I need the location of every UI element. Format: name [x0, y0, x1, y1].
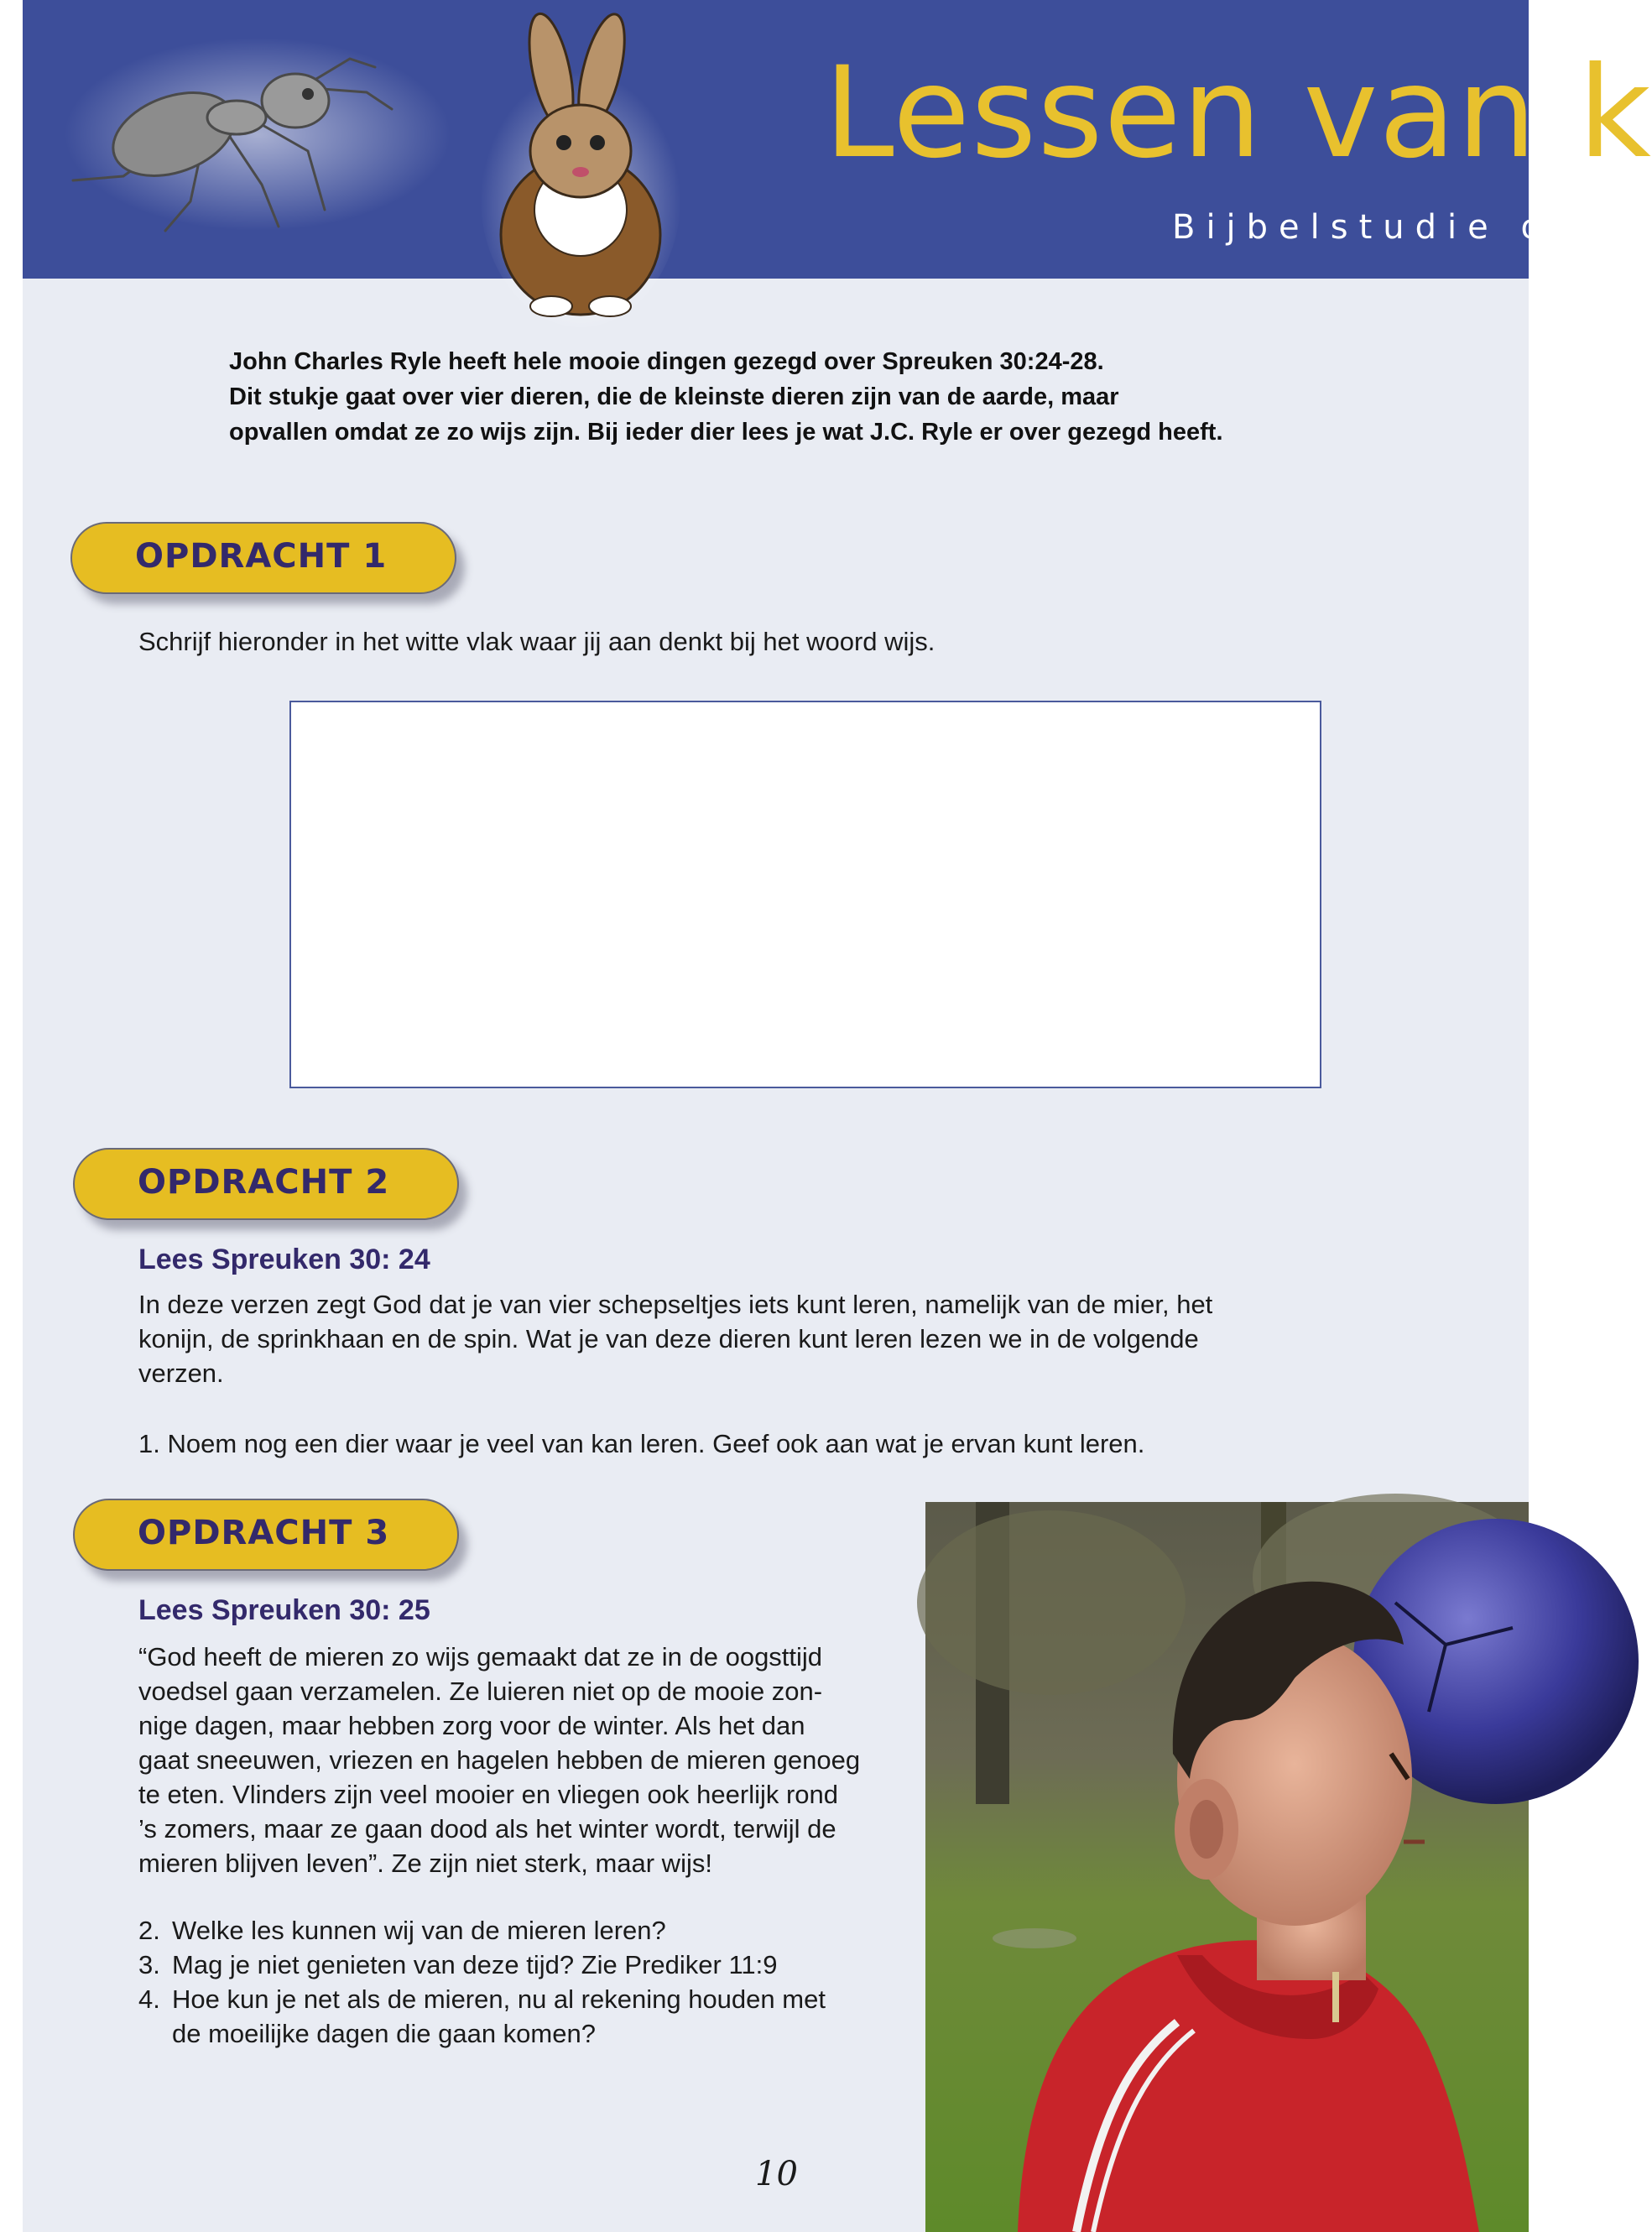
assignment-3-label: OPDRACHT 3	[138, 1514, 390, 1552]
intro-line: opvallen omdat ze zo wijs zijn. Bij ieder dier lees je wat J.C. Ryle er over gezegd heeft.	[229, 419, 1223, 446]
text-line: ’s zomers, maar ze gaan dood als het winter wordt, terwijl de	[138, 1814, 836, 1843]
intro-line: John Charles Ryle heeft hele mooie dingen gezegd over Spreuken 30:24-28.	[229, 348, 1104, 375]
answer-box[interactable]	[289, 701, 1321, 1088]
assignment-2-badge	[73, 1148, 459, 1220]
question-number: 4.	[138, 1984, 160, 2014]
text-line: konijn, de sprinkhaan en de spin. Wat je van deze dieren kunt leren lezen we in de volgende	[138, 1324, 1199, 1353]
intro-line: Dit stukje gaat over vier dieren, die de kleinste dieren zijn van de aarde, maar	[229, 383, 1119, 410]
boy-heading-ball-photo	[925, 1502, 1529, 2232]
assignment-2-question	[138, 1426, 1144, 1461]
text-line: gaat sneeuwen, vriezen en hagelen hebben de mieren genoeg	[138, 1745, 861, 1775]
text-line: In deze verzen zegt God dat je van vier schepseltjes iets kunt leren, namelijk van de mier, het	[138, 1290, 1213, 1319]
text-line: nige dagen, maar hebben zorg voor de winter. Als het dan	[138, 1711, 805, 1740]
question-number: 3.	[138, 1950, 160, 1979]
text-line: “God heeft de mieren zo wijs gemaakt dat ze in de oogsttijd	[138, 1642, 823, 1671]
assignment-1-badge	[70, 522, 456, 594]
assignment-2-text	[138, 1287, 1212, 1390]
page-subtitle: Bijbelstudie ov	[1172, 208, 1583, 247]
assignment-1-instruction	[138, 624, 935, 659]
header-band	[23, 0, 1652, 279]
rabbit-illustration	[480, 8, 681, 327]
assignment-1-label: OPDRACHT 1	[135, 537, 388, 576]
text-line: verzen.	[138, 1358, 224, 1388]
text-line: mieren blijven leven”. Ze zijn niet sterk, maar wijs!	[138, 1849, 712, 1878]
text-line: te eten. Vlinders zijn veel mooier en vliegen ook heerlijk rond	[138, 1780, 839, 1809]
question-text: Welke les kunnen wij van de mieren leren?	[172, 1916, 666, 1945]
assignment-3-badge	[73, 1499, 459, 1571]
ant-illustration	[56, 34, 459, 243]
question-number: 2.	[138, 1916, 160, 1945]
page-title: Lessen van k	[824, 40, 1652, 186]
question-text: 1. Noem nog een dier waar je veel van kan leren. Geef ook aan wat je ervan kunt leren.	[138, 1429, 1145, 1458]
instruction-text: Schrijf hieronder in het witte vlak waar jij aan denkt bij het woord wijs.	[138, 627, 935, 656]
assignment-3-reading: Lees Spreuken 30: 25	[138, 1594, 430, 1626]
assignment-3-quote	[138, 1640, 860, 1880]
page-number: 10	[755, 2155, 798, 2193]
question-text: de moeilijke dagen die gaan komen?	[172, 2019, 596, 2048]
text-line: voedsel gaan verzamelen. Ze luieren niet op de mooie zon-	[138, 1677, 823, 1706]
worksheet-page	[23, 0, 1652, 2232]
question-text: Hoe kun je net als de mieren, nu al rekening houden met	[172, 1984, 826, 2014]
intro-paragraph	[229, 344, 1362, 450]
assignment-2-label: OPDRACHT 2	[138, 1163, 390, 1202]
assignment-2-reading: Lees Spreuken 30: 24	[138, 1244, 430, 1275]
question-text: Mag je niet genieten van deze tijd? Zie Prediker 11:9	[172, 1950, 778, 1979]
